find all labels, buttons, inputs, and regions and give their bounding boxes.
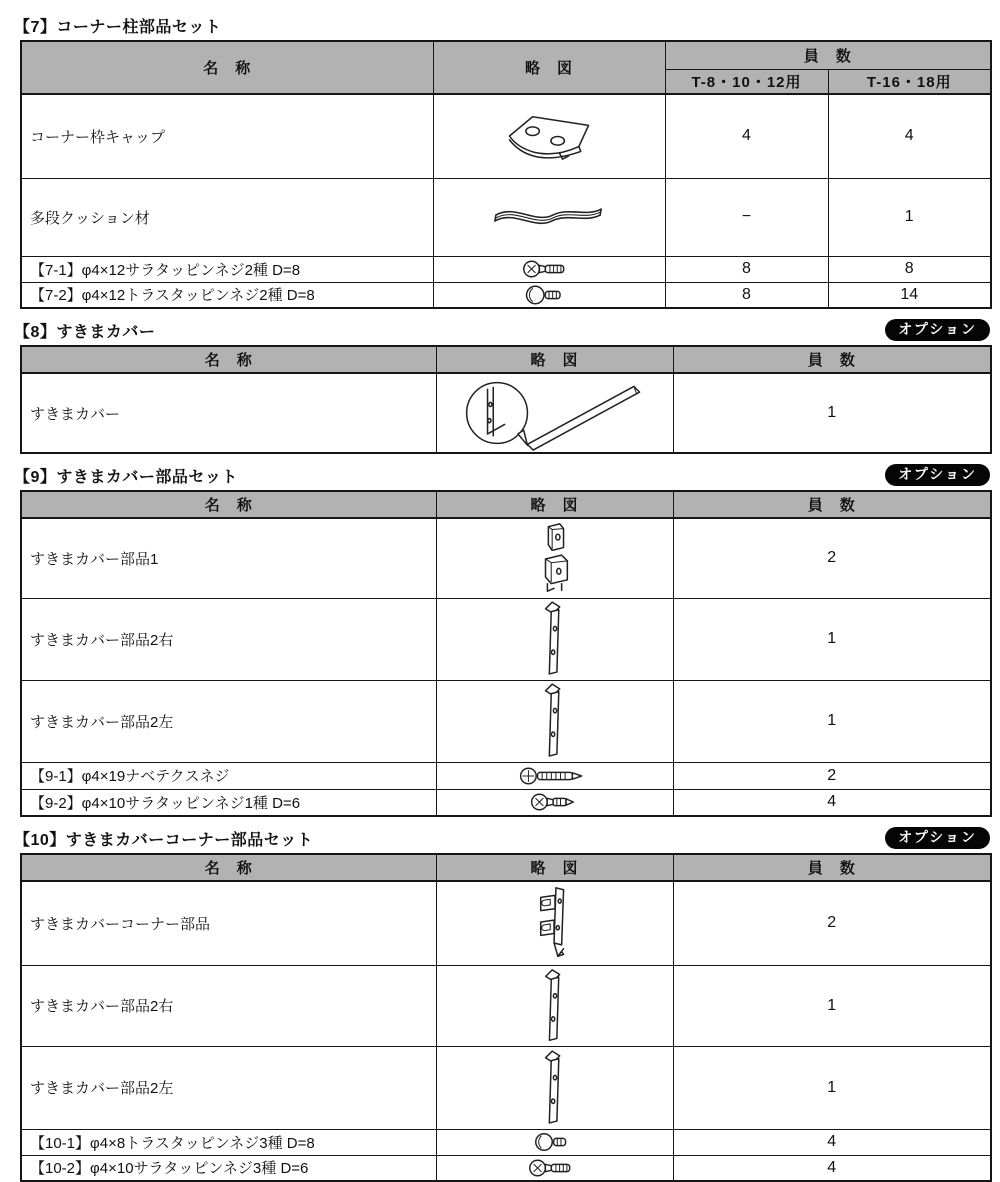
part-name: すきまカバー部品2左 (21, 1046, 436, 1129)
table-row (21, 1129, 991, 1155)
section-7-title-row (14, 13, 990, 37)
part-name: 【7-2】φ4×12トラスタッピンネジ2種 D=8 (21, 282, 433, 308)
bracket-right-sketch (538, 968, 572, 1044)
section-9-title: 【9】すきまカバー部品セット (14, 468, 238, 486)
truss-head-screw-icon (523, 284, 575, 306)
section-8-title-row (14, 318, 990, 342)
part-qty: 4 (673, 789, 991, 816)
part-qty: 8 (665, 256, 828, 282)
part-name: 多段クッション材 (21, 178, 433, 256)
table-row (21, 789, 991, 816)
flat-head-screw-icon (527, 1157, 583, 1179)
part-qty: 1 (673, 965, 991, 1046)
col-header-sketch: 略 図 (436, 854, 673, 881)
col-header-qty: 員 数 (673, 491, 991, 518)
section-8-title: 【8】すきまカバー (14, 323, 156, 341)
truss-head-screw-short-icon (533, 1131, 577, 1153)
table-corner-post-parts (20, 40, 992, 309)
part-name: 【7-1】φ4×12サラタッピンネジ2種 D=8 (21, 256, 433, 282)
flat-head-screw-pointed-icon (529, 791, 581, 813)
part-qty: 2 (673, 518, 991, 598)
col-header-qty: 員 数 (673, 346, 991, 373)
col-header-sketch: 略 図 (436, 491, 673, 518)
part-name: すきまカバー部品2左 (21, 680, 436, 762)
part-qty: 8 (665, 282, 828, 308)
corner-cap-sketch (496, 106, 602, 166)
section-gap-cover-corner-parts (0, 826, 1000, 1182)
col-header-name: 名 称 (21, 854, 436, 881)
part-qty: 8 (828, 256, 991, 282)
part-name: コーナー枠キャップ (21, 94, 433, 178)
section-10-title-row (14, 826, 990, 850)
part-name: すきまカバー (21, 373, 436, 453)
bracket-right-sketch (538, 600, 572, 678)
pan-head-tex-screw-icon (518, 765, 592, 787)
part-qty: 4 (828, 94, 991, 178)
table-row (21, 256, 991, 282)
part-qty: − (665, 178, 828, 256)
bracket-left-sketch (538, 682, 572, 760)
option-badge: オプション (885, 464, 990, 486)
table-row (21, 881, 991, 965)
col-header-qty: 員 数 (673, 854, 991, 881)
table-row (21, 518, 991, 598)
section-gap-cover (0, 318, 1000, 454)
part-name: 【9-1】φ4×19ナベテクスネジ (21, 762, 436, 789)
part-qty: 1 (828, 178, 991, 256)
part-qty: 2 (673, 881, 991, 965)
option-badge: オプション (885, 827, 990, 849)
gap-cover-bar-sketch (455, 375, 655, 451)
part-name: すきまカバー部品2右 (21, 965, 436, 1046)
part-name: すきまカバー部品1 (21, 518, 436, 598)
col-header-qty: 員 数 (665, 41, 991, 69)
table-row (21, 94, 991, 178)
table-row (21, 762, 991, 789)
part-name: すきまカバー部品2右 (21, 598, 436, 680)
cushion-strip-sketch (490, 202, 608, 232)
corner-bracket-sketch (533, 884, 577, 962)
part-qty: 4 (673, 1155, 991, 1181)
part-qty: 14 (828, 282, 991, 308)
part-name: 【10-1】φ4×8トラスタッピンネジ3種 D=8 (21, 1129, 436, 1155)
col-header-name: 名 称 (21, 491, 436, 518)
section-10-title: 【10】すきまカバーコーナー部品セット (14, 831, 314, 849)
part-qty: 1 (673, 1046, 991, 1129)
table-row (21, 282, 991, 308)
table-gap-cover-parts (20, 490, 992, 817)
bracket-left-sketch (538, 1049, 572, 1127)
table-row (21, 598, 991, 680)
part-qty: 4 (673, 1129, 991, 1155)
table-row (21, 680, 991, 762)
option-badge: オプション (885, 319, 990, 341)
part-qty: 4 (665, 94, 828, 178)
part-qty: 1 (673, 373, 991, 453)
part-qty: 1 (673, 680, 991, 762)
table-gap-cover (20, 345, 992, 454)
section-7-title: 【7】コーナー柱部品セット (14, 18, 222, 36)
section-9-title-row (14, 463, 990, 487)
table-row (21, 965, 991, 1046)
table-row (21, 1155, 991, 1181)
table-gap-cover-corner-parts (20, 853, 992, 1182)
table-row (21, 178, 991, 256)
part-name: すきまカバーコーナー部品 (21, 881, 436, 965)
col-header-sketch: 略 図 (433, 41, 665, 94)
table-row (21, 373, 991, 453)
section-corner-post-parts (0, 13, 1000, 309)
col-header-sketch: 略 図 (436, 346, 673, 373)
col-header-name: 名 称 (21, 346, 436, 373)
col-header-name: 名 称 (21, 41, 433, 94)
col-subheader-t16-18: T-16・18用 (828, 69, 991, 94)
part-name: 【9-2】φ4×10サラタッピンネジ1種 D=6 (21, 789, 436, 816)
clip-part-sketch (533, 521, 577, 595)
part-qty: 2 (673, 762, 991, 789)
table-row (21, 1046, 991, 1129)
flat-head-screw-icon (521, 258, 577, 280)
part-qty: 1 (673, 598, 991, 680)
col-subheader-t8-10-12: T-8・10・12用 (665, 69, 828, 94)
part-name: 【10-2】φ4×10サラタッピンネジ3種 D=6 (21, 1155, 436, 1181)
section-gap-cover-parts (0, 463, 1000, 817)
